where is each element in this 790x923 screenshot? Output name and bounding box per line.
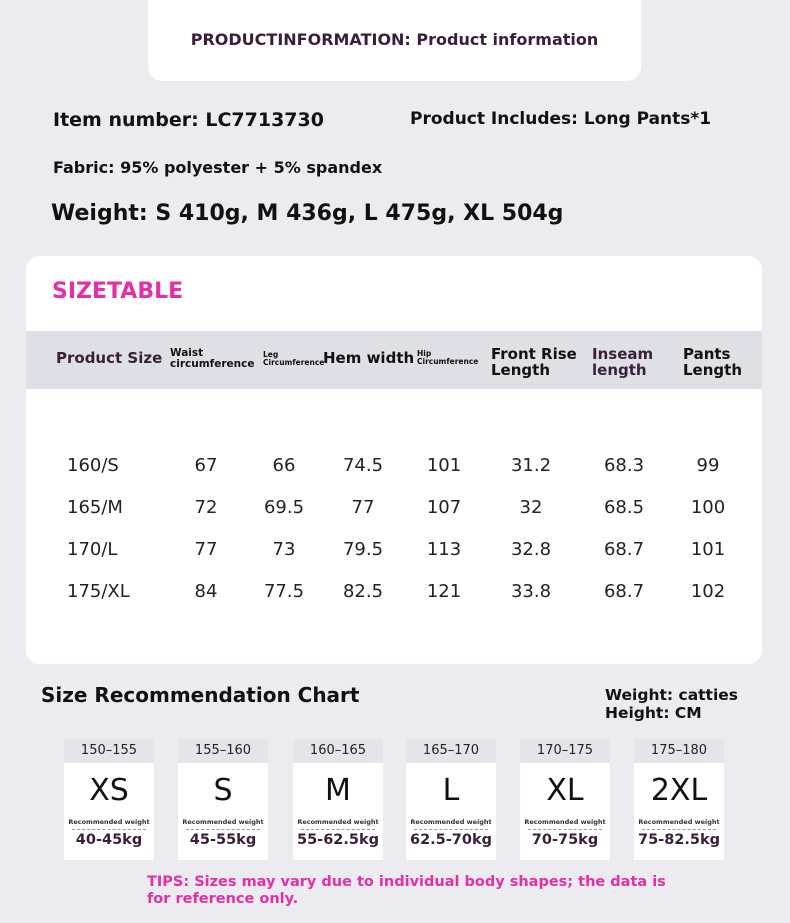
size-card bbox=[634, 739, 724, 860]
table-cell: 101 bbox=[426, 455, 462, 476]
table-cell: 32.8 bbox=[510, 539, 552, 560]
table-cell: 67 bbox=[194, 455, 218, 476]
header-leg: Leg Circumference bbox=[263, 350, 325, 367]
table-cell: 74.5 bbox=[342, 455, 384, 476]
size-card-letter: S bbox=[213, 773, 233, 808]
weight-info: Weight: S 410g, M 436g, L 475g, XL 504g bbox=[51, 201, 564, 226]
table-cell: 73 bbox=[272, 539, 296, 560]
recommendation-units bbox=[605, 686, 738, 722]
size-card-divider bbox=[414, 829, 488, 830]
size-card-weight: 75-82.5kg bbox=[638, 832, 720, 848]
size-card-height: 155–160 bbox=[178, 739, 268, 763]
table-cell: 68.7 bbox=[603, 581, 645, 602]
size-card-weight: 55-62.5kg bbox=[297, 832, 379, 848]
size-card-recommended-label: Recommended weight bbox=[68, 818, 150, 826]
size-card-letter: M bbox=[325, 773, 351, 808]
table-cell: 68.5 bbox=[603, 497, 645, 518]
size-card bbox=[293, 739, 383, 860]
size-card-letter: L bbox=[442, 773, 460, 808]
size-card-recommended-label: Recommended weight bbox=[182, 818, 264, 826]
table-cell: 79.5 bbox=[342, 539, 384, 560]
size-card bbox=[406, 739, 496, 860]
size-card-height: 160–165 bbox=[293, 739, 383, 763]
table-cell-size: 175/XL bbox=[67, 581, 130, 602]
size-card-divider bbox=[301, 829, 375, 830]
table-cell: 68.7 bbox=[603, 539, 645, 560]
table-cell: 72 bbox=[194, 497, 218, 518]
header-waist: Waist circumference bbox=[170, 347, 255, 371]
size-card-weight: 40-45kg bbox=[75, 832, 143, 848]
size-table-title: SIZETABLE bbox=[52, 279, 184, 304]
size-table-card bbox=[26, 256, 762, 664]
table-cell: 68.3 bbox=[603, 455, 645, 476]
size-card-letter: XS bbox=[89, 773, 129, 808]
table-cell: 32 bbox=[519, 497, 543, 518]
header-product-size: Product Size bbox=[56, 349, 163, 367]
size-card-height: 175–180 bbox=[634, 739, 724, 763]
size-card-letter: XL bbox=[546, 773, 584, 808]
table-cell: 100 bbox=[690, 497, 726, 518]
units-height: Height: CM bbox=[605, 704, 702, 722]
size-card-divider bbox=[72, 829, 146, 830]
header-pants-length: Pants Length bbox=[683, 345, 742, 379]
table-cell: 31.2 bbox=[510, 455, 552, 476]
item-number: Item number: LC7713730 bbox=[53, 109, 324, 131]
table-cell: 77 bbox=[351, 497, 375, 518]
header-hip: Hip Circumference bbox=[417, 349, 479, 366]
size-card-weight: 62.5-70kg bbox=[410, 832, 492, 848]
size-card-recommended-label: Recommended weight bbox=[410, 818, 492, 826]
recommendation-title: Size Recommendation Chart bbox=[41, 683, 360, 707]
header-hem-width: Hem width bbox=[323, 349, 415, 367]
size-card-divider bbox=[528, 829, 602, 830]
size-card-recommended-label: Recommended weight bbox=[638, 818, 720, 826]
table-cell-size: 170/L bbox=[67, 539, 118, 560]
table-cell-size: 165/M bbox=[67, 497, 123, 518]
table-cell: 101 bbox=[690, 539, 726, 560]
header-front-rise: Front Rise Length bbox=[491, 345, 577, 379]
table-cell: 102 bbox=[690, 581, 726, 602]
product-includes: Product Includes: Long Pants*1 bbox=[410, 109, 712, 129]
size-card-recommended-label: Recommended weight bbox=[297, 818, 379, 826]
table-cell: 77.5 bbox=[263, 581, 305, 602]
product-information-card bbox=[148, 0, 641, 81]
size-card bbox=[178, 739, 268, 860]
units-weight: Weight: catties bbox=[605, 686, 739, 704]
size-card-weight: 45-55kg bbox=[189, 832, 257, 848]
size-card-divider bbox=[186, 829, 260, 830]
size-card bbox=[520, 739, 610, 860]
size-card-height: 165–170 bbox=[406, 739, 496, 763]
table-cell-size: 160/S bbox=[67, 455, 119, 476]
size-card bbox=[64, 739, 154, 860]
size-card-weight: 70-75kg bbox=[531, 832, 599, 848]
table-cell: 69.5 bbox=[263, 497, 305, 518]
table-cell: 113 bbox=[426, 539, 462, 560]
product-information-title: PRODUCTINFORMATION: Product information bbox=[190, 30, 599, 49]
size-card-height: 150–155 bbox=[64, 739, 154, 763]
table-cell: 99 bbox=[696, 455, 720, 476]
table-cell: 33.8 bbox=[510, 581, 552, 602]
size-card-height: 170–175 bbox=[520, 739, 610, 763]
tips-text: TIPS: Sizes may vary due to individual body shapes; the data is for reference only. bbox=[147, 874, 666, 907]
table-cell: 84 bbox=[194, 581, 218, 602]
size-table-header bbox=[26, 331, 762, 389]
table-cell: 107 bbox=[426, 497, 462, 518]
size-card-divider bbox=[642, 829, 716, 830]
size-card-letter: 2XL bbox=[650, 773, 708, 808]
table-cell: 77 bbox=[194, 539, 218, 560]
table-cell: 66 bbox=[272, 455, 296, 476]
table-cell: 82.5 bbox=[342, 581, 384, 602]
table-cell: 121 bbox=[426, 581, 462, 602]
size-card-recommended-label: Recommended weight bbox=[524, 818, 606, 826]
header-inseam: Inseam length bbox=[592, 345, 654, 379]
fabric-info: Fabric: 95% polyester + 5% spandex bbox=[53, 158, 383, 177]
